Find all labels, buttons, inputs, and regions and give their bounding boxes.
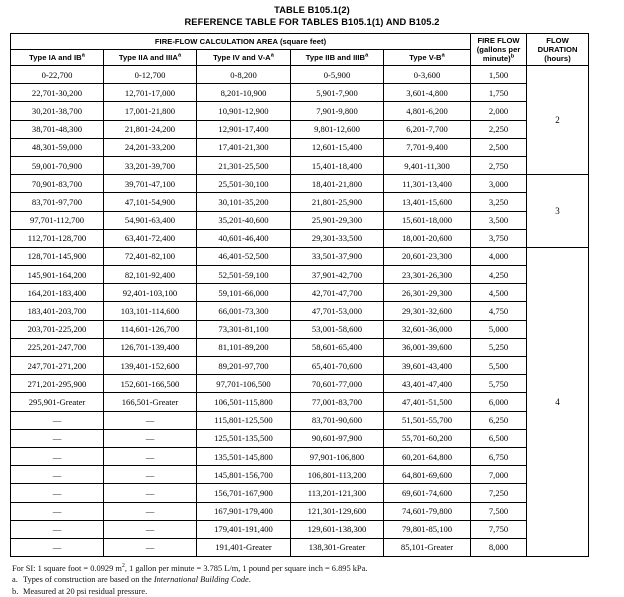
cell-type-vb: 0-3,600 xyxy=(384,66,471,84)
cell-type-iib-iiib: 5,901-7,900 xyxy=(291,84,384,102)
table-row xyxy=(11,538,589,556)
cell-type-iib-iiib: 113,201-121,300 xyxy=(291,484,384,502)
header-fire-flow-line2 xyxy=(471,45,526,63)
cell-type-iib-iiib: 121,301-129,600 xyxy=(291,502,384,520)
cell-fire-flow: 6,000 xyxy=(471,393,527,411)
cell-type-iia-iiia: 47,101-54,900 xyxy=(104,193,197,211)
table-row xyxy=(11,429,589,447)
cell-type-ia-ib: 295,901-Greater xyxy=(11,393,104,411)
cell-fire-flow: 4,250 xyxy=(471,266,527,284)
cell-fire-flow: 2,500 xyxy=(471,138,527,156)
footnote-si xyxy=(12,563,624,574)
cell-type-vb: 7,701-9,400 xyxy=(384,138,471,156)
footnote-si-rest: , 1 gallon per minute = 3.785 L/m, 1 pound per square inch = 6.895 kPa. xyxy=(124,564,368,574)
cell-type-iia-iiia: 54,901-63,400 xyxy=(104,211,197,229)
fire-flow-reference-table xyxy=(10,33,589,557)
cell-type-ia-ib: — xyxy=(11,520,104,538)
cell-type-iia-iiia: 21,801-24,200 xyxy=(104,120,197,138)
footnote-a xyxy=(12,574,624,585)
cell-type-vb: 39,601-43,400 xyxy=(384,357,471,375)
table-container xyxy=(10,33,588,557)
cell-type-iib-iiib: 42,701-47,700 xyxy=(291,284,384,302)
cell-type-vb: 6,201-7,700 xyxy=(384,120,471,138)
cell-type-vb: 23,301-26,300 xyxy=(384,266,471,284)
table-row xyxy=(11,102,589,120)
cell-type-iv-va: 40,601-46,400 xyxy=(197,229,291,247)
table-row xyxy=(11,211,589,229)
cell-type-ia-ib: 128,701-145,900 xyxy=(11,247,104,265)
table-row xyxy=(11,502,589,520)
cell-flow-duration: 4 xyxy=(527,247,589,556)
cell-type-vb: 3,601-4,800 xyxy=(384,84,471,102)
cell-type-iia-iiia: 103,101-114,600 xyxy=(104,302,197,320)
cell-type-iib-iiib: 37,901-42,700 xyxy=(291,266,384,284)
cell-type-iv-va: 10,901-12,900 xyxy=(197,102,291,120)
header-fire-flow-line1: FIRE FLOW xyxy=(477,36,520,45)
table-body xyxy=(11,66,589,557)
cell-type-iib-iiib: 58,601-65,400 xyxy=(291,338,384,356)
cell-type-ia-ib: 59,001-70,900 xyxy=(11,156,104,174)
cell-type-iv-va: 106,501-115,800 xyxy=(197,393,291,411)
cell-type-iv-va: 135,501-145,800 xyxy=(197,447,291,465)
header-fire-flow-units: (gallons per minute) xyxy=(476,45,521,63)
cell-type-ia-ib: 83,701-97,700 xyxy=(11,193,104,211)
cell-type-iia-iiia: 72,401-82,100 xyxy=(104,247,197,265)
cell-type-ia-ib: 48,301-59,000 xyxy=(11,138,104,156)
cell-type-iv-va: 115,801-125,500 xyxy=(197,411,291,429)
cell-type-vb: 11,301-13,400 xyxy=(384,175,471,193)
cell-type-vb: 15,601-18,000 xyxy=(384,211,471,229)
footnote-b xyxy=(12,586,624,597)
cell-type-iv-va: 145,801-156,700 xyxy=(197,466,291,484)
footnote-marker-a: a xyxy=(365,52,369,59)
cell-fire-flow: 5,000 xyxy=(471,320,527,338)
table-row xyxy=(11,447,589,465)
header-col-type-ia-ib xyxy=(11,50,104,66)
cell-type-iib-iiib: 129,601-138,300 xyxy=(291,520,384,538)
cell-type-ia-ib: — xyxy=(11,411,104,429)
cell-type-vb: 26,301-29,300 xyxy=(384,284,471,302)
cell-type-iia-iiia: — xyxy=(104,466,197,484)
cell-fire-flow: 6,750 xyxy=(471,447,527,465)
cell-fire-flow: 3,750 xyxy=(471,229,527,247)
footnote-a-text-post: . xyxy=(248,575,251,585)
cell-type-ia-ib: — xyxy=(11,502,104,520)
cell-type-iia-iiia: 12,701-17,000 xyxy=(104,84,197,102)
cell-type-iv-va: 179,401-191,400 xyxy=(197,520,291,538)
cell-type-iib-iiib: 12,601-15,400 xyxy=(291,138,384,156)
cell-type-iib-iiib: 97,901-106,800 xyxy=(291,447,384,465)
cell-type-ia-ib: — xyxy=(11,484,104,502)
cell-type-ia-ib: 22,701-30,200 xyxy=(11,84,104,102)
cell-fire-flow: 7,000 xyxy=(471,466,527,484)
cell-type-iv-va: 17,401-21,300 xyxy=(197,138,291,156)
cell-type-iia-iiia: — xyxy=(104,502,197,520)
cell-type-vb: 60,201-64,800 xyxy=(384,447,471,465)
cell-fire-flow: 3,250 xyxy=(471,193,527,211)
cell-type-ia-ib: — xyxy=(11,466,104,484)
cell-type-iia-iiia: 139,401-152,600 xyxy=(104,357,197,375)
cell-type-ia-ib: 112,701-128,700 xyxy=(11,229,104,247)
table-row xyxy=(11,338,589,356)
cell-type-vb: 43,401-47,400 xyxy=(384,375,471,393)
table-row xyxy=(11,175,589,193)
cell-type-vb: 47,401-51,500 xyxy=(384,393,471,411)
cell-type-iia-iiia: 166,501-Greater xyxy=(104,393,197,411)
cell-type-iv-va: 0-8,200 xyxy=(197,66,291,84)
cell-fire-flow: 1,500 xyxy=(471,66,527,84)
cell-fire-flow: 6,250 xyxy=(471,411,527,429)
header-fire-flow xyxy=(471,34,527,66)
cell-type-ia-ib: — xyxy=(11,538,104,556)
cell-type-iv-va: 125,501-135,500 xyxy=(197,429,291,447)
header-col-type-ia-ib-label: Type IA and IB xyxy=(29,53,82,62)
cell-type-iib-iiib: 0-5,900 xyxy=(291,66,384,84)
table-row xyxy=(11,375,589,393)
table-row xyxy=(11,484,589,502)
cell-type-iv-va: 156,701-167,900 xyxy=(197,484,291,502)
footnote-si-prefix: For SI: 1 square foot = 0.0929 m xyxy=(12,564,122,574)
cell-fire-flow: 4,500 xyxy=(471,284,527,302)
cell-type-iv-va: 46,401-52,500 xyxy=(197,247,291,265)
cell-fire-flow: 5,250 xyxy=(471,338,527,356)
cell-type-iv-va: 30,101-35,200 xyxy=(197,193,291,211)
table-row xyxy=(11,520,589,538)
cell-type-iia-iiia: 24,201-33,200 xyxy=(104,138,197,156)
cell-type-iib-iiib: 21,801-25,900 xyxy=(291,193,384,211)
cell-type-ia-ib: 38,701-48,300 xyxy=(11,120,104,138)
cell-fire-flow: 7,250 xyxy=(471,484,527,502)
cell-type-ia-ib: 247,701-271,200 xyxy=(11,357,104,375)
cell-type-iib-iiib: 47,701-53,000 xyxy=(291,302,384,320)
header-flow-duration-line2: (hours) xyxy=(544,54,571,63)
table-row xyxy=(11,229,589,247)
cell-type-iv-va: 89,201-97,700 xyxy=(197,357,291,375)
header-col-type-iv-va xyxy=(197,50,291,66)
header-col-type-vb xyxy=(384,50,471,66)
table-row xyxy=(11,266,589,284)
cell-type-vb: 29,301-32,600 xyxy=(384,302,471,320)
cell-type-iib-iiib: 106,801-113,200 xyxy=(291,466,384,484)
header-col-type-vb-label: Type V-B xyxy=(409,53,442,62)
cell-type-ia-ib: 145,901-164,200 xyxy=(11,266,104,284)
header-flow-duration xyxy=(527,34,589,66)
header-col-type-iia-iiia xyxy=(104,50,197,66)
cell-type-vb: 79,801-85,100 xyxy=(384,520,471,538)
header-col-type-iia-iiia-label: Type IIA and IIIA xyxy=(118,53,178,62)
cell-fire-flow: 7,500 xyxy=(471,502,527,520)
cell-type-iib-iiib: 77,001-83,700 xyxy=(291,393,384,411)
cell-fire-flow: 3,500 xyxy=(471,211,527,229)
cell-type-vb: 55,701-60,200 xyxy=(384,429,471,447)
cell-type-iia-iiia: 82,101-92,400 xyxy=(104,266,197,284)
cell-fire-flow: 6,500 xyxy=(471,429,527,447)
cell-type-iv-va: 97,701-106,500 xyxy=(197,375,291,393)
cell-type-iv-va: 8,201-10,900 xyxy=(197,84,291,102)
cell-type-iia-iiia: 0-12,700 xyxy=(104,66,197,84)
footnote-marker-a: a xyxy=(270,52,274,59)
footnote-si-exponent: 2 xyxy=(121,563,125,570)
cell-type-iv-va: 52,501-59,100 xyxy=(197,266,291,284)
cell-type-iv-va: 25,501-30,100 xyxy=(197,175,291,193)
cell-type-iia-iiia: 92,401-103,100 xyxy=(104,284,197,302)
cell-type-iib-iiib: 53,001-58,600 xyxy=(291,320,384,338)
cell-type-iv-va: 73,301-81,100 xyxy=(197,320,291,338)
cell-type-iib-iiib: 29,301-33,500 xyxy=(291,229,384,247)
header-col-type-iib-iiib-label: Type IIB and IIIB xyxy=(305,53,366,62)
cell-fire-flow: 1,750 xyxy=(471,84,527,102)
footnote-a-reference: International Building Code xyxy=(153,575,249,585)
table-row xyxy=(11,393,589,411)
cell-type-ia-ib: 164,201-183,400 xyxy=(11,284,104,302)
cell-type-iib-iiib: 33,501-37,900 xyxy=(291,247,384,265)
cell-type-iia-iiia: — xyxy=(104,538,197,556)
table-row xyxy=(11,84,589,102)
cell-type-iia-iiia: — xyxy=(104,447,197,465)
cell-type-vb: 74,601-79,800 xyxy=(384,502,471,520)
cell-type-ia-ib: 30,201-38,700 xyxy=(11,102,104,120)
footnote-marker-a: a xyxy=(441,52,445,59)
cell-type-vb: 64,801-69,600 xyxy=(384,466,471,484)
table-number: TABLE B105.1(2) xyxy=(274,5,350,15)
cell-type-iia-iiia: 39,701-47,100 xyxy=(104,175,197,193)
cell-type-iib-iiib: 83,701-90,600 xyxy=(291,411,384,429)
cell-type-ia-ib: 70,901-83,700 xyxy=(11,175,104,193)
footnote-b-text: Measured at 20 psi residual pressure. xyxy=(23,586,148,596)
table-row xyxy=(11,357,589,375)
cell-type-vb: 4,801-6,200 xyxy=(384,102,471,120)
table-row xyxy=(11,466,589,484)
footnotes xyxy=(12,563,624,597)
footnote-marker-a: a xyxy=(81,52,85,59)
cell-type-iia-iiia: 126,701-139,400 xyxy=(104,338,197,356)
table-row xyxy=(11,120,589,138)
cell-flow-duration: 2 xyxy=(527,66,589,175)
header-flow-duration-line1: FLOW DURATION xyxy=(537,36,578,54)
header-col-type-iib-iiib xyxy=(291,50,384,66)
cell-flow-duration: 3 xyxy=(527,175,589,248)
table-row xyxy=(11,156,589,174)
table-row xyxy=(11,138,589,156)
cell-type-iib-iiib: 70,601-77,000 xyxy=(291,375,384,393)
cell-type-iv-va: 59,101-66,000 xyxy=(197,284,291,302)
cell-fire-flow: 2,250 xyxy=(471,120,527,138)
cell-type-ia-ib: — xyxy=(11,429,104,447)
table-title-block xyxy=(0,0,624,28)
cell-type-iia-iiia: 33,201-39,700 xyxy=(104,156,197,174)
cell-type-iv-va: 21,301-25,500 xyxy=(197,156,291,174)
cell-type-vb: 13,401-15,600 xyxy=(384,193,471,211)
footnote-a-label: a. xyxy=(12,575,18,585)
cell-type-iib-iiib: 18,401-21,800 xyxy=(291,175,384,193)
table-row xyxy=(11,320,589,338)
cell-type-ia-ib: 225,201-247,700 xyxy=(11,338,104,356)
table-header xyxy=(11,34,589,66)
cell-fire-flow: 4,000 xyxy=(471,247,527,265)
cell-type-ia-ib: 97,701-112,700 xyxy=(11,211,104,229)
cell-type-iib-iiib: 9,801-12,600 xyxy=(291,120,384,138)
cell-type-iib-iiib: 7,901-9,800 xyxy=(291,102,384,120)
cell-type-iv-va: 66,001-73,300 xyxy=(197,302,291,320)
footnote-marker-b: b xyxy=(510,53,515,60)
cell-fire-flow: 3,000 xyxy=(471,175,527,193)
cell-type-iib-iiib: 15,401-18,400 xyxy=(291,156,384,174)
cell-type-vb: 20,601-23,300 xyxy=(384,247,471,265)
header-col-type-iv-va-label: Type IV and V-A xyxy=(213,53,271,62)
footnote-marker-a: a xyxy=(177,52,182,59)
header-fire-flow-calculation-area: FIRE-FLOW CALCULATION AREA (square feet) xyxy=(11,34,471,50)
cell-fire-flow: 2,750 xyxy=(471,156,527,174)
footnote-a-text-pre: Types of construction are based on the xyxy=(23,575,154,585)
cell-type-vb: 85,101-Greater xyxy=(384,538,471,556)
table-row xyxy=(11,193,589,211)
cell-type-iib-iiib: 138,301-Greater xyxy=(291,538,384,556)
cell-type-iv-va: 167,901-179,400 xyxy=(197,502,291,520)
cell-type-ia-ib: 271,201-295,900 xyxy=(11,375,104,393)
table-title: REFERENCE TABLE FOR TABLES B105.1(1) AND B105.2 xyxy=(184,16,440,27)
header-row-group xyxy=(11,34,589,50)
cell-type-ia-ib: 0-22,700 xyxy=(11,66,104,84)
cell-fire-flow: 4,750 xyxy=(471,302,527,320)
cell-fire-flow: 2,000 xyxy=(471,102,527,120)
table-row xyxy=(11,284,589,302)
cell-fire-flow: 5,500 xyxy=(471,357,527,375)
table-row xyxy=(11,302,589,320)
cell-type-iia-iiia: — xyxy=(104,411,197,429)
cell-type-iib-iiib: 65,401-70,600 xyxy=(291,357,384,375)
cell-fire-flow: 7,750 xyxy=(471,520,527,538)
cell-type-iv-va: 35,201-40,600 xyxy=(197,211,291,229)
cell-type-vb: 32,601-36,000 xyxy=(384,320,471,338)
cell-type-iv-va: 191,401-Greater xyxy=(197,538,291,556)
table-row xyxy=(11,247,589,265)
table-row xyxy=(11,66,589,84)
cell-type-iia-iiia: 17,001-21,800 xyxy=(104,102,197,120)
cell-type-iia-iiia: — xyxy=(104,484,197,502)
cell-type-ia-ib: — xyxy=(11,447,104,465)
cell-type-vb: 69,601-74,600 xyxy=(384,484,471,502)
cell-fire-flow: 5,750 xyxy=(471,375,527,393)
cell-type-ia-ib: 203,701-225,200 xyxy=(11,320,104,338)
cell-type-vb: 18,001-20,600 xyxy=(384,229,471,247)
cell-type-iv-va: 81,101-89,200 xyxy=(197,338,291,356)
cell-type-iv-va: 12,901-17,400 xyxy=(197,120,291,138)
cell-type-iia-iiia: — xyxy=(104,520,197,538)
cell-fire-flow: 8,000 xyxy=(471,538,527,556)
table-row xyxy=(11,411,589,429)
cell-type-iib-iiib: 25,901-29,300 xyxy=(291,211,384,229)
cell-type-iib-iiib: 90,601-97,900 xyxy=(291,429,384,447)
cell-type-vb: 36,001-39,600 xyxy=(384,338,471,356)
cell-type-iia-iiia: 152,601-166,500 xyxy=(104,375,197,393)
cell-type-iia-iiia: 114,601-126,700 xyxy=(104,320,197,338)
cell-type-iia-iiia: 63,401-72,400 xyxy=(104,229,197,247)
cell-type-ia-ib: 183,401-203,700 xyxy=(11,302,104,320)
cell-type-iia-iiia: — xyxy=(104,429,197,447)
footnote-b-label: b. xyxy=(12,586,19,596)
cell-type-vb: 51,501-55,700 xyxy=(384,411,471,429)
cell-type-vb: 9,401-11,300 xyxy=(384,156,471,174)
